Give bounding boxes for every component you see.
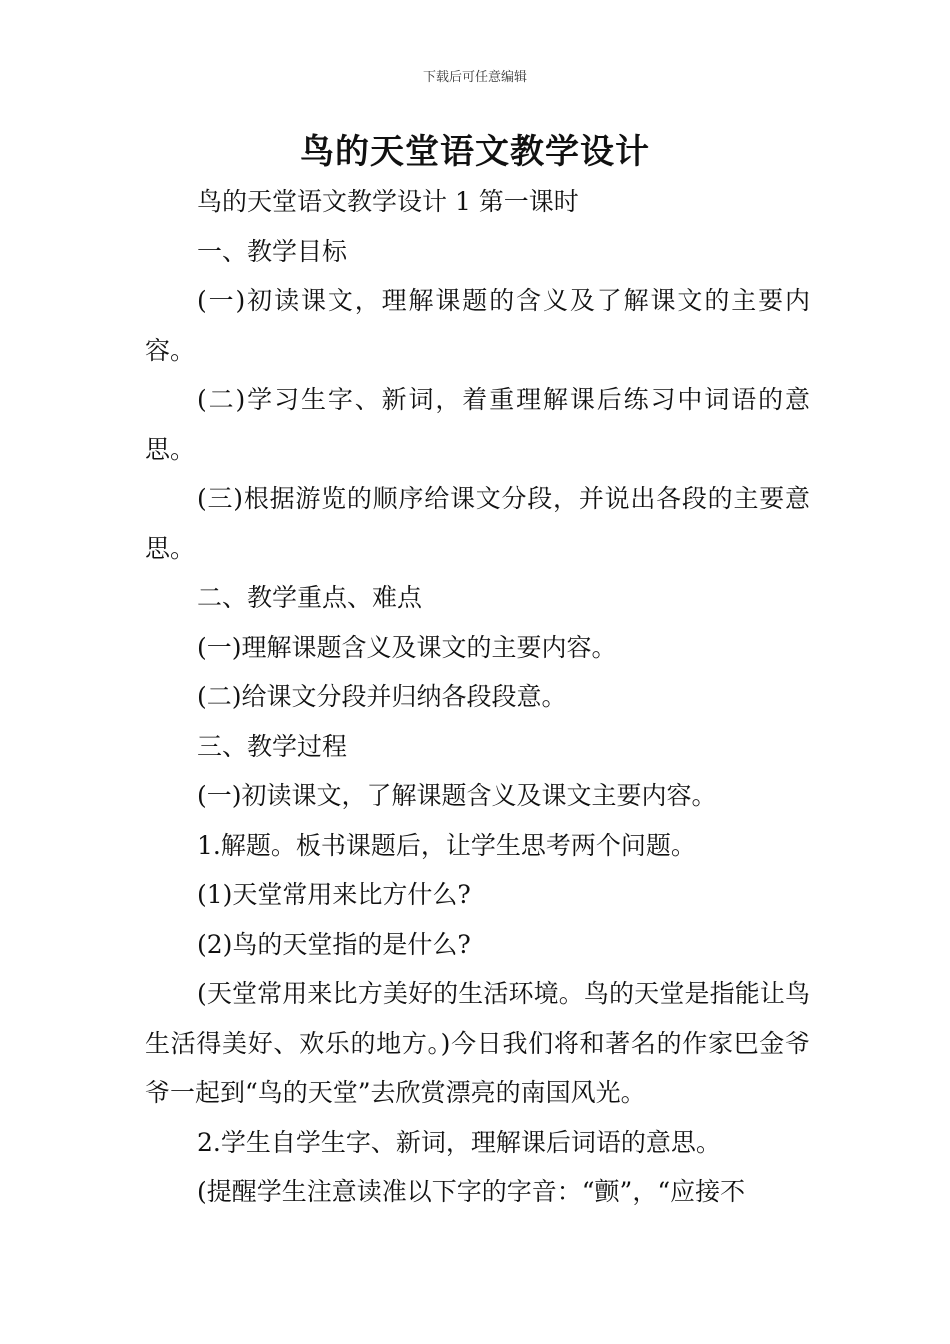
document-body (145, 177, 810, 1217)
paragraph: (二)学习生字、新词，着重理解课后练习中词语的意思。 (145, 385, 810, 464)
paragraph: 鸟的天堂语文教学设计 1 第一课时 (197, 187, 579, 216)
section-heading: 三、教学过程 (197, 731, 348, 761)
paragraph: (一)初读课文，了解课题含义及课文主要内容。 (197, 781, 717, 810)
section-heading: 一、教学目标 (197, 236, 348, 266)
paragraph: (一)初读课文，理解课题的含义及了解课文的主要内容。 (145, 286, 810, 365)
paragraph: (一)理解课题含义及课文的主要内容。 (197, 632, 617, 662)
document-title: 鸟的天堂语文教学设计 (300, 132, 650, 172)
paragraph: (1)天堂常用来比方什么? (197, 880, 471, 909)
header-note: 下载后可任意编辑 (422, 70, 527, 85)
paragraph: (二)给课文分段并归纳各段段意。 (197, 682, 567, 711)
paragraph: (提醒学生注意读准以下字的字音：“颤”，“应接不 (197, 1177, 746, 1206)
section-heading: 二、教学重点、难点 (197, 583, 423, 612)
paragraph: 2.学生自学生字、新词，理解课后词语的意思。 (197, 1127, 721, 1157)
paragraph: (天堂常用来比方美好的生活环境。鸟的天堂是指能让鸟生活得美好、欢乐的地方。)今日我们将和著名的作家巴金爷爷一起到“鸟的天堂”去欣赏漂亮的南国风光。 (145, 979, 810, 1107)
paragraph: (三)根据游览的顺序给课文分段，并说出各段的主要意思。 (145, 484, 810, 563)
paragraph: (2)鸟的天堂指的是什么? (197, 929, 471, 959)
paragraph: 1.解题。板书课题后，让学生思考两个问题。 (197, 830, 696, 860)
